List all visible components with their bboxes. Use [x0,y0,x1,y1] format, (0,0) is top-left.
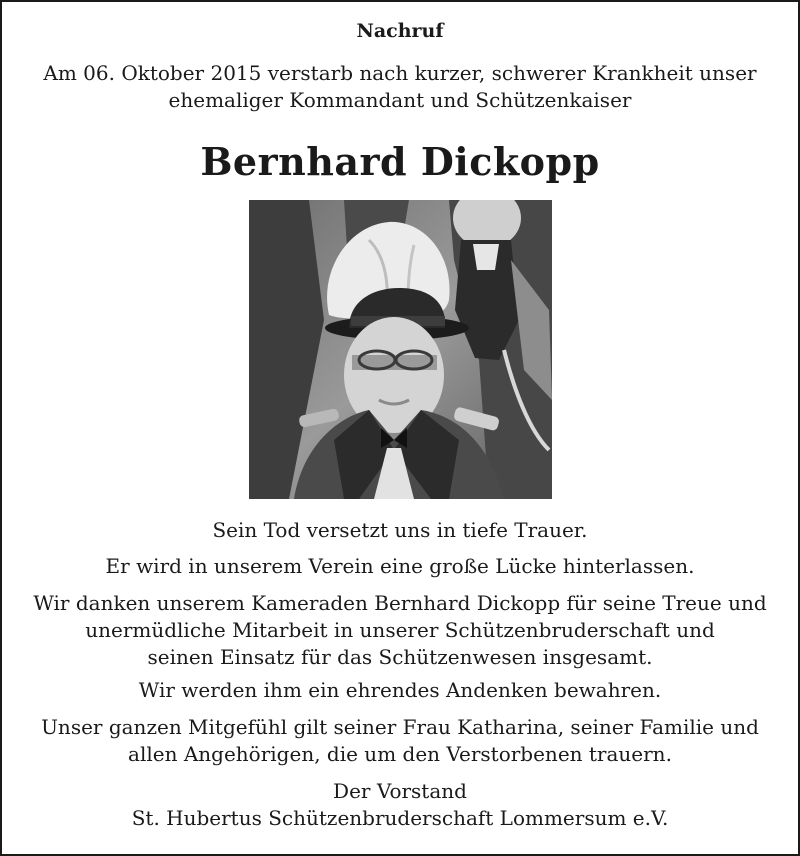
signature-board: Der Vorstand [333,779,467,803]
thanks-line: unermüdliche Mitarbeit in unserer Schützenbruderschaft und [85,618,715,642]
intro-line: Am 06. Oktober 2015 verstarb nach kurzer, schwerer Krankheit unser [43,61,757,85]
thanks-text [0,590,800,671]
sympathy-line: allen Angehörigen, die um den Verstorbenen trauern. [128,742,672,766]
intro-line: ehemaliger Kommandant und Schützenkaiser [168,88,632,112]
thanks-line: Wir danken unserem Kameraden Bernhard Dickopp für seine Treue und [33,591,767,615]
intro-text [0,60,800,114]
deceased-name: Bernhard Dickopp [200,139,600,184]
signature-block [0,778,800,832]
gap-text: Er wird in unserem Verein eine große Lücke hinterlassen. [105,554,695,578]
thanks-line: seinen Einsatz für das Schützenwesen insgesamt. [147,645,653,669]
portrait-photo [249,200,552,499]
mourning-text: Sein Tod versetzt uns in tiefe Trauer. [212,518,588,542]
sympathy-line: Unser ganzen Mitgefühl gilt seiner Frau Katharina, seiner Familie und [41,715,759,739]
sympathy-text [0,714,800,768]
portrait-photo-icon [249,200,552,499]
notice-heading: Nachruf [356,20,444,42]
signature-club: St. Hubertus Schützenbruderschaft Lommersum e.V. [131,806,669,830]
memory-text: Wir werden ihm ein ehrendes Andenken bewahren. [138,678,662,702]
